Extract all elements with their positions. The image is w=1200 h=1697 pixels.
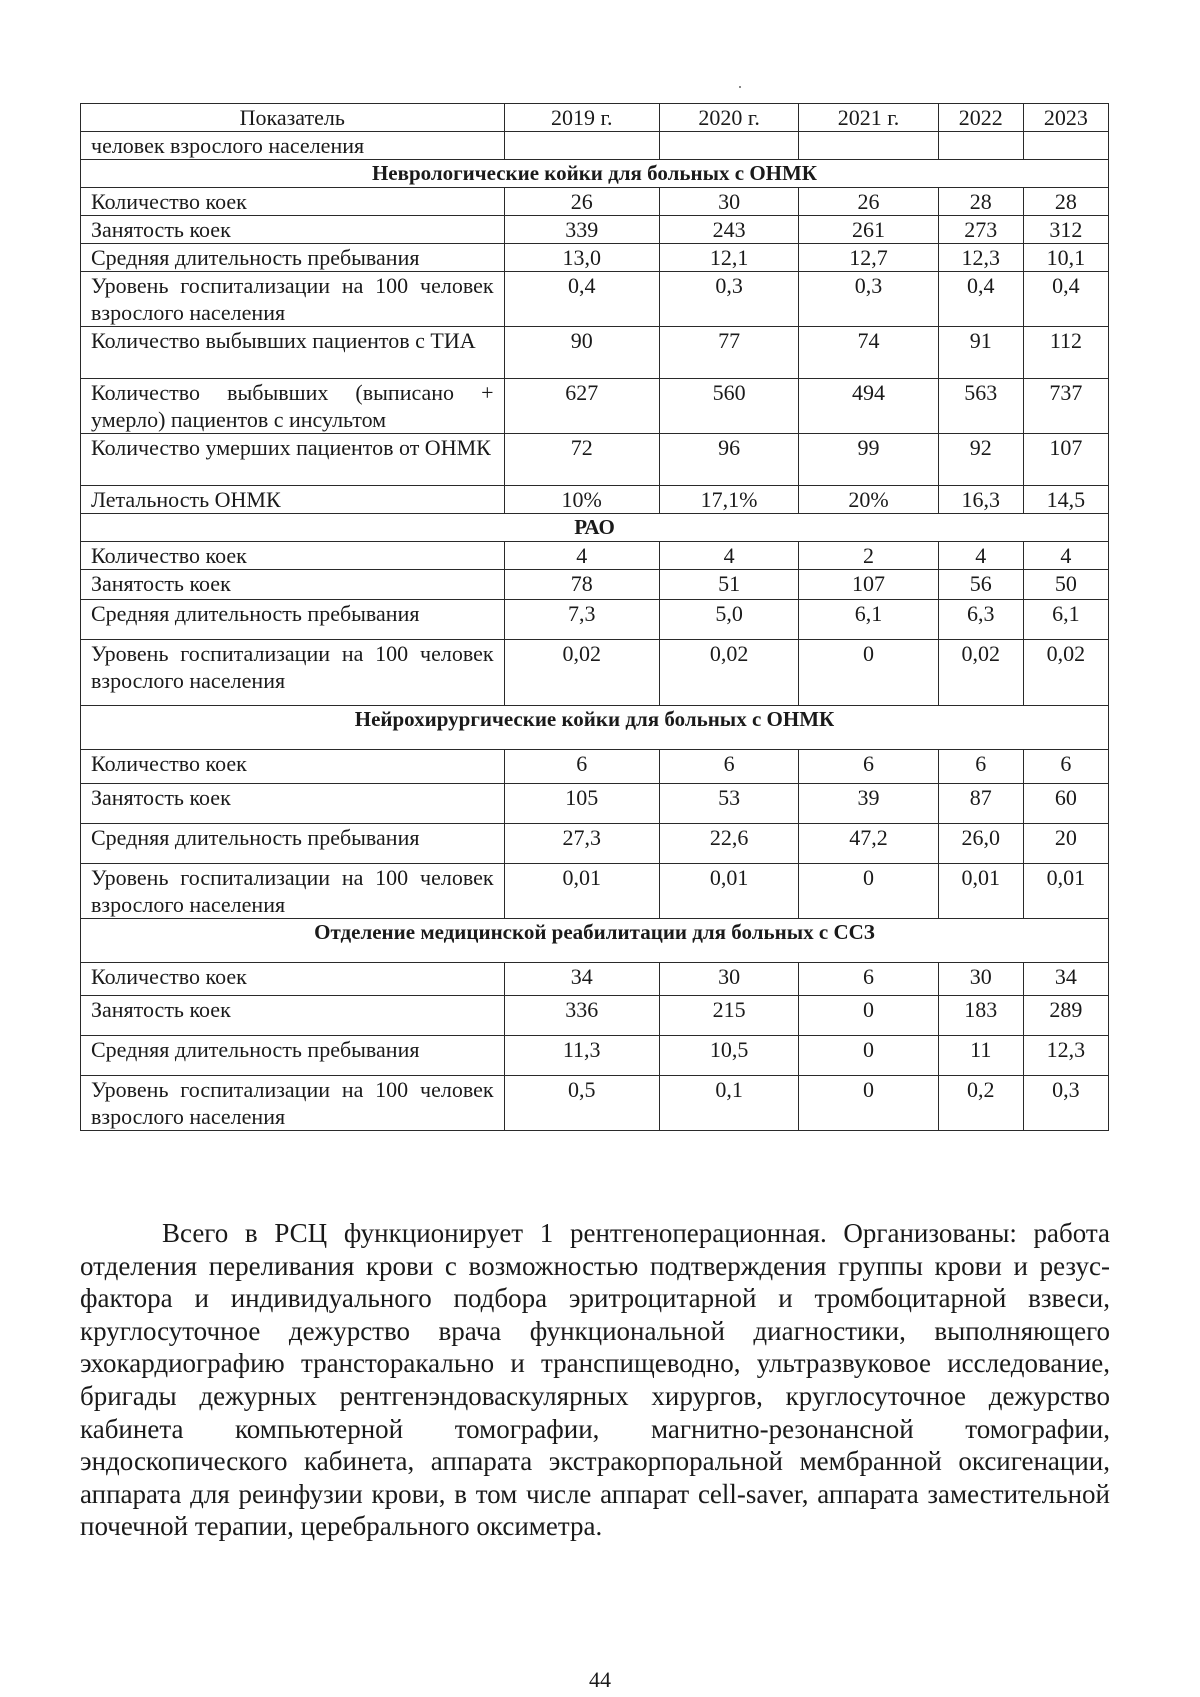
table-cell: 10,1 (1023, 244, 1108, 272)
row-label: Количество коек (81, 188, 505, 216)
section-title: Неврологические койки для больных с ОНМК (81, 160, 1109, 188)
table-cell: 183 (938, 996, 1023, 1036)
table-cell: 53 (659, 784, 798, 824)
table-row (81, 379, 1109, 434)
table-cell: 26,0 (938, 824, 1023, 864)
table-cell: 6 (659, 750, 798, 784)
table-cell: 11 (938, 1036, 1023, 1076)
table-cell: 27,3 (504, 824, 659, 864)
table-cell: 6,3 (938, 600, 1023, 640)
table-cell: 6 (504, 750, 659, 784)
header-cell-2022: 2022 (938, 104, 1023, 132)
table-row (81, 216, 1109, 244)
table-cell: 30 (659, 188, 798, 216)
table-cell: 5,0 (659, 600, 798, 640)
section-header-row (81, 160, 1109, 188)
row-label: Уровень госпитализации на 100 человек взрослого населения (81, 1076, 505, 1131)
table-cell: 28 (938, 188, 1023, 216)
scan-speck (739, 86, 741, 88)
table-cell: 7,3 (504, 600, 659, 640)
row-label: Средняя длительность пребывания (81, 600, 505, 640)
table-row (81, 327, 1109, 379)
table-cell: 10% (504, 486, 659, 514)
row-label: Занятость коек (81, 216, 505, 244)
table-cell: 0,4 (504, 272, 659, 327)
table-cell: 0,1 (659, 1076, 798, 1131)
row-label: Занятость коек (81, 570, 505, 600)
table-cell: 11,3 (504, 1036, 659, 1076)
table-cell: 90 (504, 327, 659, 379)
table-cell (1023, 132, 1108, 160)
row-label: Уровень госпитализации на 100 человек взрослого населения (81, 272, 505, 327)
table-cell: 0,02 (1023, 640, 1108, 706)
table-cell: 563 (938, 379, 1023, 434)
table-header-row (81, 104, 1109, 132)
section-header-row (81, 919, 1109, 963)
table-cell: 16,3 (938, 486, 1023, 514)
row-label: Уровень госпитализации на 100 человек взрослого населения (81, 640, 505, 706)
table-cell: 22,6 (659, 824, 798, 864)
table-cell: 0,01 (504, 864, 659, 919)
table-row (81, 434, 1109, 486)
table-cell: 2 (799, 542, 938, 570)
table-cell: 12,7 (799, 244, 938, 272)
header-cell-2021: 2021 г. (799, 104, 938, 132)
table-cell: 215 (659, 996, 798, 1036)
table-row (81, 486, 1109, 514)
table-row (81, 640, 1109, 706)
table-cell: 494 (799, 379, 938, 434)
table-row (81, 963, 1109, 996)
table-row (81, 784, 1109, 824)
section-header-row (81, 514, 1109, 542)
table-row (81, 272, 1109, 327)
table-cell: 6 (1023, 750, 1108, 784)
table-row (81, 244, 1109, 272)
table-cell: 0,02 (659, 640, 798, 706)
row-label: Уровень госпитализации на 100 человек взрослого населения (81, 864, 505, 919)
table-cell: 17,1% (659, 486, 798, 514)
table-cell: 72 (504, 434, 659, 486)
table-cell: 112 (1023, 327, 1108, 379)
table-cell: 289 (1023, 996, 1108, 1036)
continuation-row (81, 132, 1109, 160)
table-cell: 14,5 (1023, 486, 1108, 514)
table-cell: 0,4 (1023, 272, 1108, 327)
section-title: Отделение медицинской реабилитации для больных с ССЗ (81, 919, 1109, 963)
table-cell: 312 (1023, 216, 1108, 244)
table-row (81, 1076, 1109, 1131)
table-body (81, 104, 1109, 1131)
table-cell: 56 (938, 570, 1023, 600)
table-cell: 273 (938, 216, 1023, 244)
row-label: Количество умерших пациентов от ОНМК (81, 434, 505, 486)
table-cell: 6 (799, 750, 938, 784)
table-cell: 0 (799, 1036, 938, 1076)
table-cell: 39 (799, 784, 938, 824)
table-cell: 12,3 (1023, 1036, 1108, 1076)
table-cell: 4 (659, 542, 798, 570)
section-title: Нейрохирургические койки для больных с ОНМК (81, 706, 1109, 750)
table-cell: 560 (659, 379, 798, 434)
table-cell: 105 (504, 784, 659, 824)
table-cell: 96 (659, 434, 798, 486)
header-cell-2023: 2023 (1023, 104, 1108, 132)
indicators-table (80, 103, 1109, 1131)
table-cell: 6,1 (799, 600, 938, 640)
table-cell: 30 (938, 963, 1023, 996)
table-cell: 10,5 (659, 1036, 798, 1076)
table-row (81, 570, 1109, 600)
table-cell: 0,01 (659, 864, 798, 919)
table-cell: 74 (799, 327, 938, 379)
table-cell: 737 (1023, 379, 1108, 434)
row-label: Средняя длительность пребывания (81, 1036, 505, 1076)
table-cell: 6 (799, 963, 938, 996)
table-cell: 12,3 (938, 244, 1023, 272)
row-label: Занятость коек (81, 996, 505, 1036)
table-cell: 13,0 (504, 244, 659, 272)
row-label: Количество выбывших (выписано + умерло) пациентов с инсультом (81, 379, 505, 434)
table-cell (504, 132, 659, 160)
header-cell-2020: 2020 г. (659, 104, 798, 132)
table-cell: 28 (1023, 188, 1108, 216)
table-cell: 92 (938, 434, 1023, 486)
table-cell: 336 (504, 996, 659, 1036)
table-cell: 0,3 (1023, 1076, 1108, 1131)
table-cell: 47,2 (799, 824, 938, 864)
table-cell (659, 132, 798, 160)
table-cell: 78 (504, 570, 659, 600)
table-cell: 50 (1023, 570, 1108, 600)
table-row (81, 864, 1109, 919)
row-label: Количество выбывших пациентов с ТИА (81, 327, 505, 379)
table-cell: 0,01 (938, 864, 1023, 919)
row-label: Летальность ОНМК (81, 486, 505, 514)
table-cell: 627 (504, 379, 659, 434)
row-label: Количество коек (81, 963, 505, 996)
table-row (81, 1036, 1109, 1076)
table-row (81, 996, 1109, 1036)
section-title: РАО (81, 514, 1109, 542)
table-cell: 261 (799, 216, 938, 244)
continuation-label: человек взрослого населения (81, 132, 505, 160)
table-cell: 99 (799, 434, 938, 486)
table-row (81, 600, 1109, 640)
table-cell: 34 (1023, 963, 1108, 996)
header-cell-indicator: Показатель (81, 104, 505, 132)
table-cell: 4 (504, 542, 659, 570)
table-cell: 26 (504, 188, 659, 216)
body-paragraph: Всего в РСЦ функционирует 1 рентгеноперационная. Организованы: работа отделения переливания крови с возможностью подтверждения группы крови и резус-фактора и индивидуального подбора эритроцитарной и тромбоцитарной взвеси, круглосуточное дежурство врача функциональной диагностики, выполняющего эхокардиографию трансторакально и транспищеводно, ультразвуковое исследование, бригады дежурных рентгенэндоваскулярных хирургов, круглосуточное дежурство кабинета компьютерной томографии, магнитно-резонансной томографии, эндоскопического кабинета, аппарата экстракорпоральной мембранной оксигенации, аппарата для реинфузии крови, в том числе аппарат cell-saver, аппарата заместительной почечной терапии, церебрального оксиметра. (80, 1218, 1110, 1542)
table-cell: 6 (938, 750, 1023, 784)
table-cell: 77 (659, 327, 798, 379)
table-cell (938, 132, 1023, 160)
table-cell: 0,02 (504, 640, 659, 706)
table-cell: 0 (799, 996, 938, 1036)
table-cell (799, 132, 938, 160)
row-label: Занятость коек (81, 784, 505, 824)
table-cell: 26 (799, 188, 938, 216)
section-header-row (81, 706, 1109, 750)
row-label: Средняя длительность пребывания (81, 244, 505, 272)
table-cell: 0,2 (938, 1076, 1023, 1131)
table-cell: 12,1 (659, 244, 798, 272)
table-row (81, 824, 1109, 864)
table-cell: 0,01 (1023, 864, 1108, 919)
table-cell: 0 (799, 864, 938, 919)
row-label: Средняя длительность пребывания (81, 824, 505, 864)
table-cell: 0,02 (938, 640, 1023, 706)
header-cell-2019: 2019 г. (504, 104, 659, 132)
table-cell: 0,5 (504, 1076, 659, 1131)
table-cell: 20% (799, 486, 938, 514)
table-row (81, 188, 1109, 216)
row-label: Количество коек (81, 542, 505, 570)
table-cell: 0,3 (659, 272, 798, 327)
row-label: Количество коек (81, 750, 505, 784)
table-cell: 0,4 (938, 272, 1023, 327)
table-cell: 107 (1023, 434, 1108, 486)
table-cell: 20 (1023, 824, 1108, 864)
table-cell: 91 (938, 327, 1023, 379)
table-cell: 6,1 (1023, 600, 1108, 640)
table-cell: 51 (659, 570, 798, 600)
table-cell: 107 (799, 570, 938, 600)
table-cell: 60 (1023, 784, 1108, 824)
table-cell: 87 (938, 784, 1023, 824)
table-cell: 339 (504, 216, 659, 244)
table-row (81, 542, 1109, 570)
table-cell: 34 (504, 963, 659, 996)
table-row (81, 750, 1109, 784)
table-cell: 4 (1023, 542, 1108, 570)
page-number: 44 (589, 1667, 611, 1692)
table-cell: 243 (659, 216, 798, 244)
table-cell: 0,3 (799, 272, 938, 327)
table-cell: 0 (799, 1076, 938, 1131)
table-cell: 0 (799, 640, 938, 706)
table-cell: 30 (659, 963, 798, 996)
table-cell: 4 (938, 542, 1023, 570)
